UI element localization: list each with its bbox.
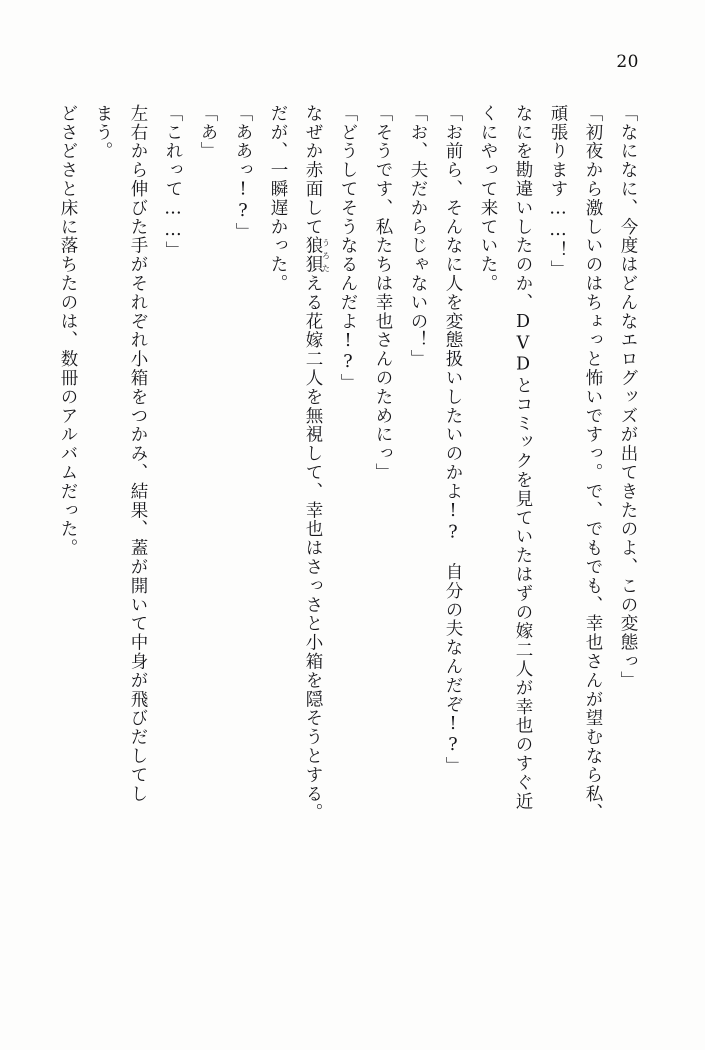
text-line: 「なになに、今度はどんなエログッズが出てきたのよ、この変態っ」 <box>618 104 638 690</box>
text-line-with-ruby <box>295 104 330 904</box>
text-line: なにを勘違いしたのか、DVDとコミックを見ていたはずの嫁二人が幸也のすぐ近 <box>513 104 533 811</box>
ruby-group <box>303 236 331 275</box>
text-line: 「あ」 <box>198 104 218 161</box>
text-line: 「お前ら、そんなに人を変態扱いしたいのかよ!? 自分の夫なんだぞ!?」 <box>443 104 463 776</box>
text-line: だが、一瞬遅かった。 <box>268 104 288 293</box>
text-line: くにやって来ていた。 <box>478 104 498 293</box>
text-line: 「お、夫だからじゃないの！」 <box>408 104 428 369</box>
text-line: 「ああっ!?」 <box>233 104 253 242</box>
text-line: 左右から伸びた手がそれぞれ小箱をつかみ、結果、蓋が開いて中身が飛びだしてし <box>128 104 148 804</box>
text-line: 「そうです、私たちは幸也さんのためにっ」 <box>373 104 393 482</box>
ruby-text: うろた <box>321 236 331 275</box>
text-line: 「これって……」 <box>163 104 183 261</box>
text-line: 「初夜から激しいのはちょっと怖いですっ。で、でもでも、幸也さんが望むなら私、 <box>583 104 603 823</box>
ruby-base: 狼狽 <box>303 236 323 275</box>
text-line: 「どうしてそうなるんだよ!?」 <box>338 104 358 393</box>
text-line: どさどさと床に落ちたのは、数冊のアルバムだった。 <box>58 104 78 558</box>
text-line: 頑張ります……！」 <box>548 104 568 280</box>
page-number: 20 <box>616 52 639 72</box>
text-line: まう。 <box>93 104 113 161</box>
text-segment: なぜか赤面して <box>303 104 323 237</box>
page-text-body <box>58 104 645 904</box>
text-segment: える花嫁二人を無視して、幸也はさっさと小箱を隠そうとする。 <box>303 274 323 823</box>
